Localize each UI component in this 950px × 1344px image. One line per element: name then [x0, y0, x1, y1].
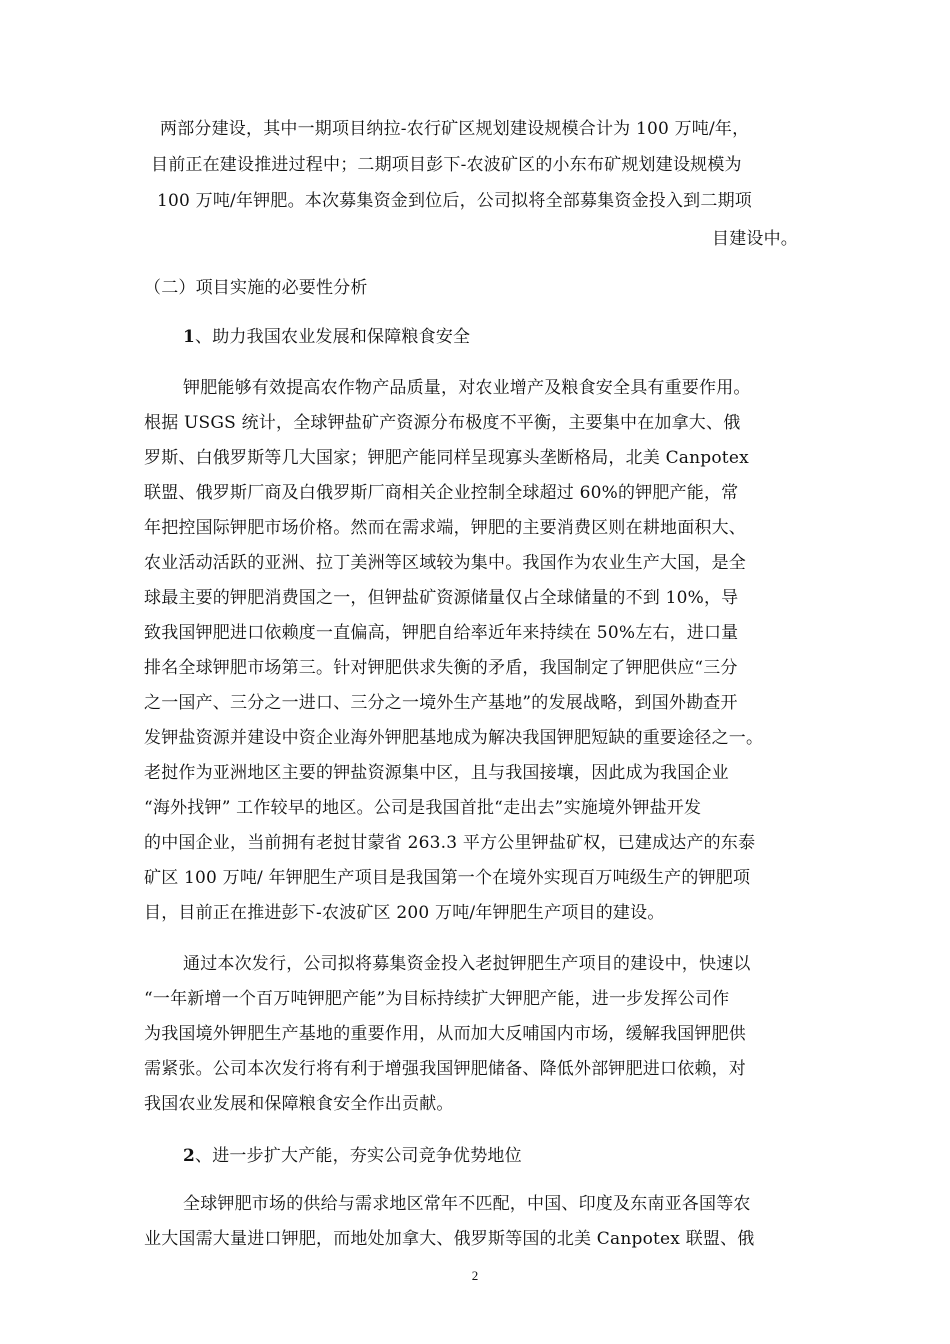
- s1-p1-line-13: “海外找钾” 工作较早的地区。公司是我国首批“走出去”实施境外钾盐开发: [144, 798, 702, 818]
- s1-p2-line-2: “一年新增一个百万吨钾肥产能”为目标持续扩大钾肥产能，进一步发挥公司作: [144, 989, 730, 1009]
- s1-p1-line-2: 根据 USGS 统计，全球钾盐矿产资源分布极度不平衡，主要集中在加拿大、俄: [144, 413, 741, 433]
- subsection-1-number: 1: [183, 327, 196, 347]
- intro-line-3: 100 万吨/年钾肥。本次募集资金到位后，公司拟将全部募集资金投入到二期项: [157, 191, 752, 211]
- s1-p1-line-12: 老挝作为亚洲地区主要的钾盐资源集中区，且与我国接壤，因此成为我国企业: [144, 763, 729, 783]
- section-heading: （二）项目实施的必要性分析: [144, 278, 368, 298]
- s1-p2-line-3: 为我国境外钾肥生产基地的重要作用，从而加大反哺国内市场，缓解我国钾肥供: [144, 1024, 746, 1044]
- s1-p1-line-5: 年把控国际钾肥市场价格。然而在需求端，钾肥的主要消费区则在耕地面积大、: [144, 518, 746, 538]
- s1-p1-line-9: 排名全球钾肥市场第三。针对钾肥供求失衡的矛盾，我国制定了钾肥供应“三分: [144, 658, 738, 678]
- subsection-1-title: 、助力我国农业发展和保障粮食安全: [195, 327, 471, 347]
- s1-p1-line-7: 球最主要的钾肥消费国之一，但钾盐矿资源储量仅占全球储量的不到 10%，导: [144, 588, 739, 608]
- s1-p2-line-4: 需紧张。公司本次发行将有利于增强我国钾肥储备、降低外部钾肥进口依赖，对: [144, 1059, 746, 1079]
- intro-line-2: 目前正在建设推进过程中；二期项目彭下-农波矿区的小东布矿规划建设规模为: [151, 155, 742, 175]
- s1-p1-line-16: 目，目前正在推进彭下-农波矿区 200 万吨/年钾肥生产项目的建设。: [144, 903, 665, 923]
- s1-p1-line-3: 罗斯、白俄罗斯等几大国家；钾肥产能同样呈现寡头垄断格局，北美 Canpotex: [144, 448, 749, 468]
- s2-p1-line-1: 全球钾肥市场的供给与需求地区常年不匹配，中国、印度及东南亚各国等农: [183, 1194, 751, 1214]
- s1-p2-line-5: 我国农业发展和保障粮食安全作出贡献。: [144, 1094, 454, 1114]
- s1-p1-line-14: 的中国企业，当前拥有老挝甘蒙省 263.3 平方公里钾盐矿权，已建成达产的东泰: [144, 833, 756, 853]
- s1-p1-line-6: 农业活动活跃的亚洲、拉丁美洲等区域较为集中。我国作为农业生产大国，是全: [144, 553, 746, 573]
- s1-p1-line-1: 钾肥能够有效提高农作物产品质量，对农业增产及粮食安全具有重要作用。: [183, 378, 751, 398]
- intro-line-1: 两部分建设，其中一期项目纳拉-农行矿区规划建设规模合计为 100 万吨/年，: [160, 119, 750, 139]
- s2-p1-line-2: 业大国需大量进口钾肥，而地处加拿大、俄罗斯等国的北美 Canpotex 联盟、俄: [144, 1229, 755, 1249]
- page-number: 2: [471, 1268, 479, 1283]
- subsection-1-heading: [183, 326, 470, 348]
- s1-p1-line-11: 发钾盐资源并建设中资企业海外钾肥基地成为解决我国钾肥短缺的重要途径之一。: [144, 728, 764, 748]
- s1-p1-line-15: 矿区 100 万吨/ 年钾肥生产项目是我国第一个在境外实现百万吨级生产的钾肥项: [144, 868, 751, 888]
- subsection-2-title: 、进一步扩大产能，夯实公司竞争优势地位: [195, 1146, 522, 1166]
- s1-p1-line-8: 致我国钾肥进口依赖度一直偏高，钾肥自给率近年来持续在 50%左右，进口量: [144, 623, 739, 643]
- s1-p1-line-10: 之一国产、三分之一进口、三分之一境外生产基地”的发展战略，到国外勘查开: [144, 693, 738, 713]
- s1-p2-line-1: 通过本次发行，公司拟将募集资金投入老挝钾肥生产项目的建设中，快速以: [183, 954, 751, 974]
- s1-p1-line-4: 联盟、俄罗斯厂商及白俄罗斯厂商相关企业控制全球超过 60%的钾肥产能，常: [144, 483, 739, 503]
- subsection-2-heading: [183, 1145, 522, 1167]
- subsection-2-number: 2: [183, 1146, 196, 1166]
- intro-line-4: 目建设中。: [712, 229, 798, 249]
